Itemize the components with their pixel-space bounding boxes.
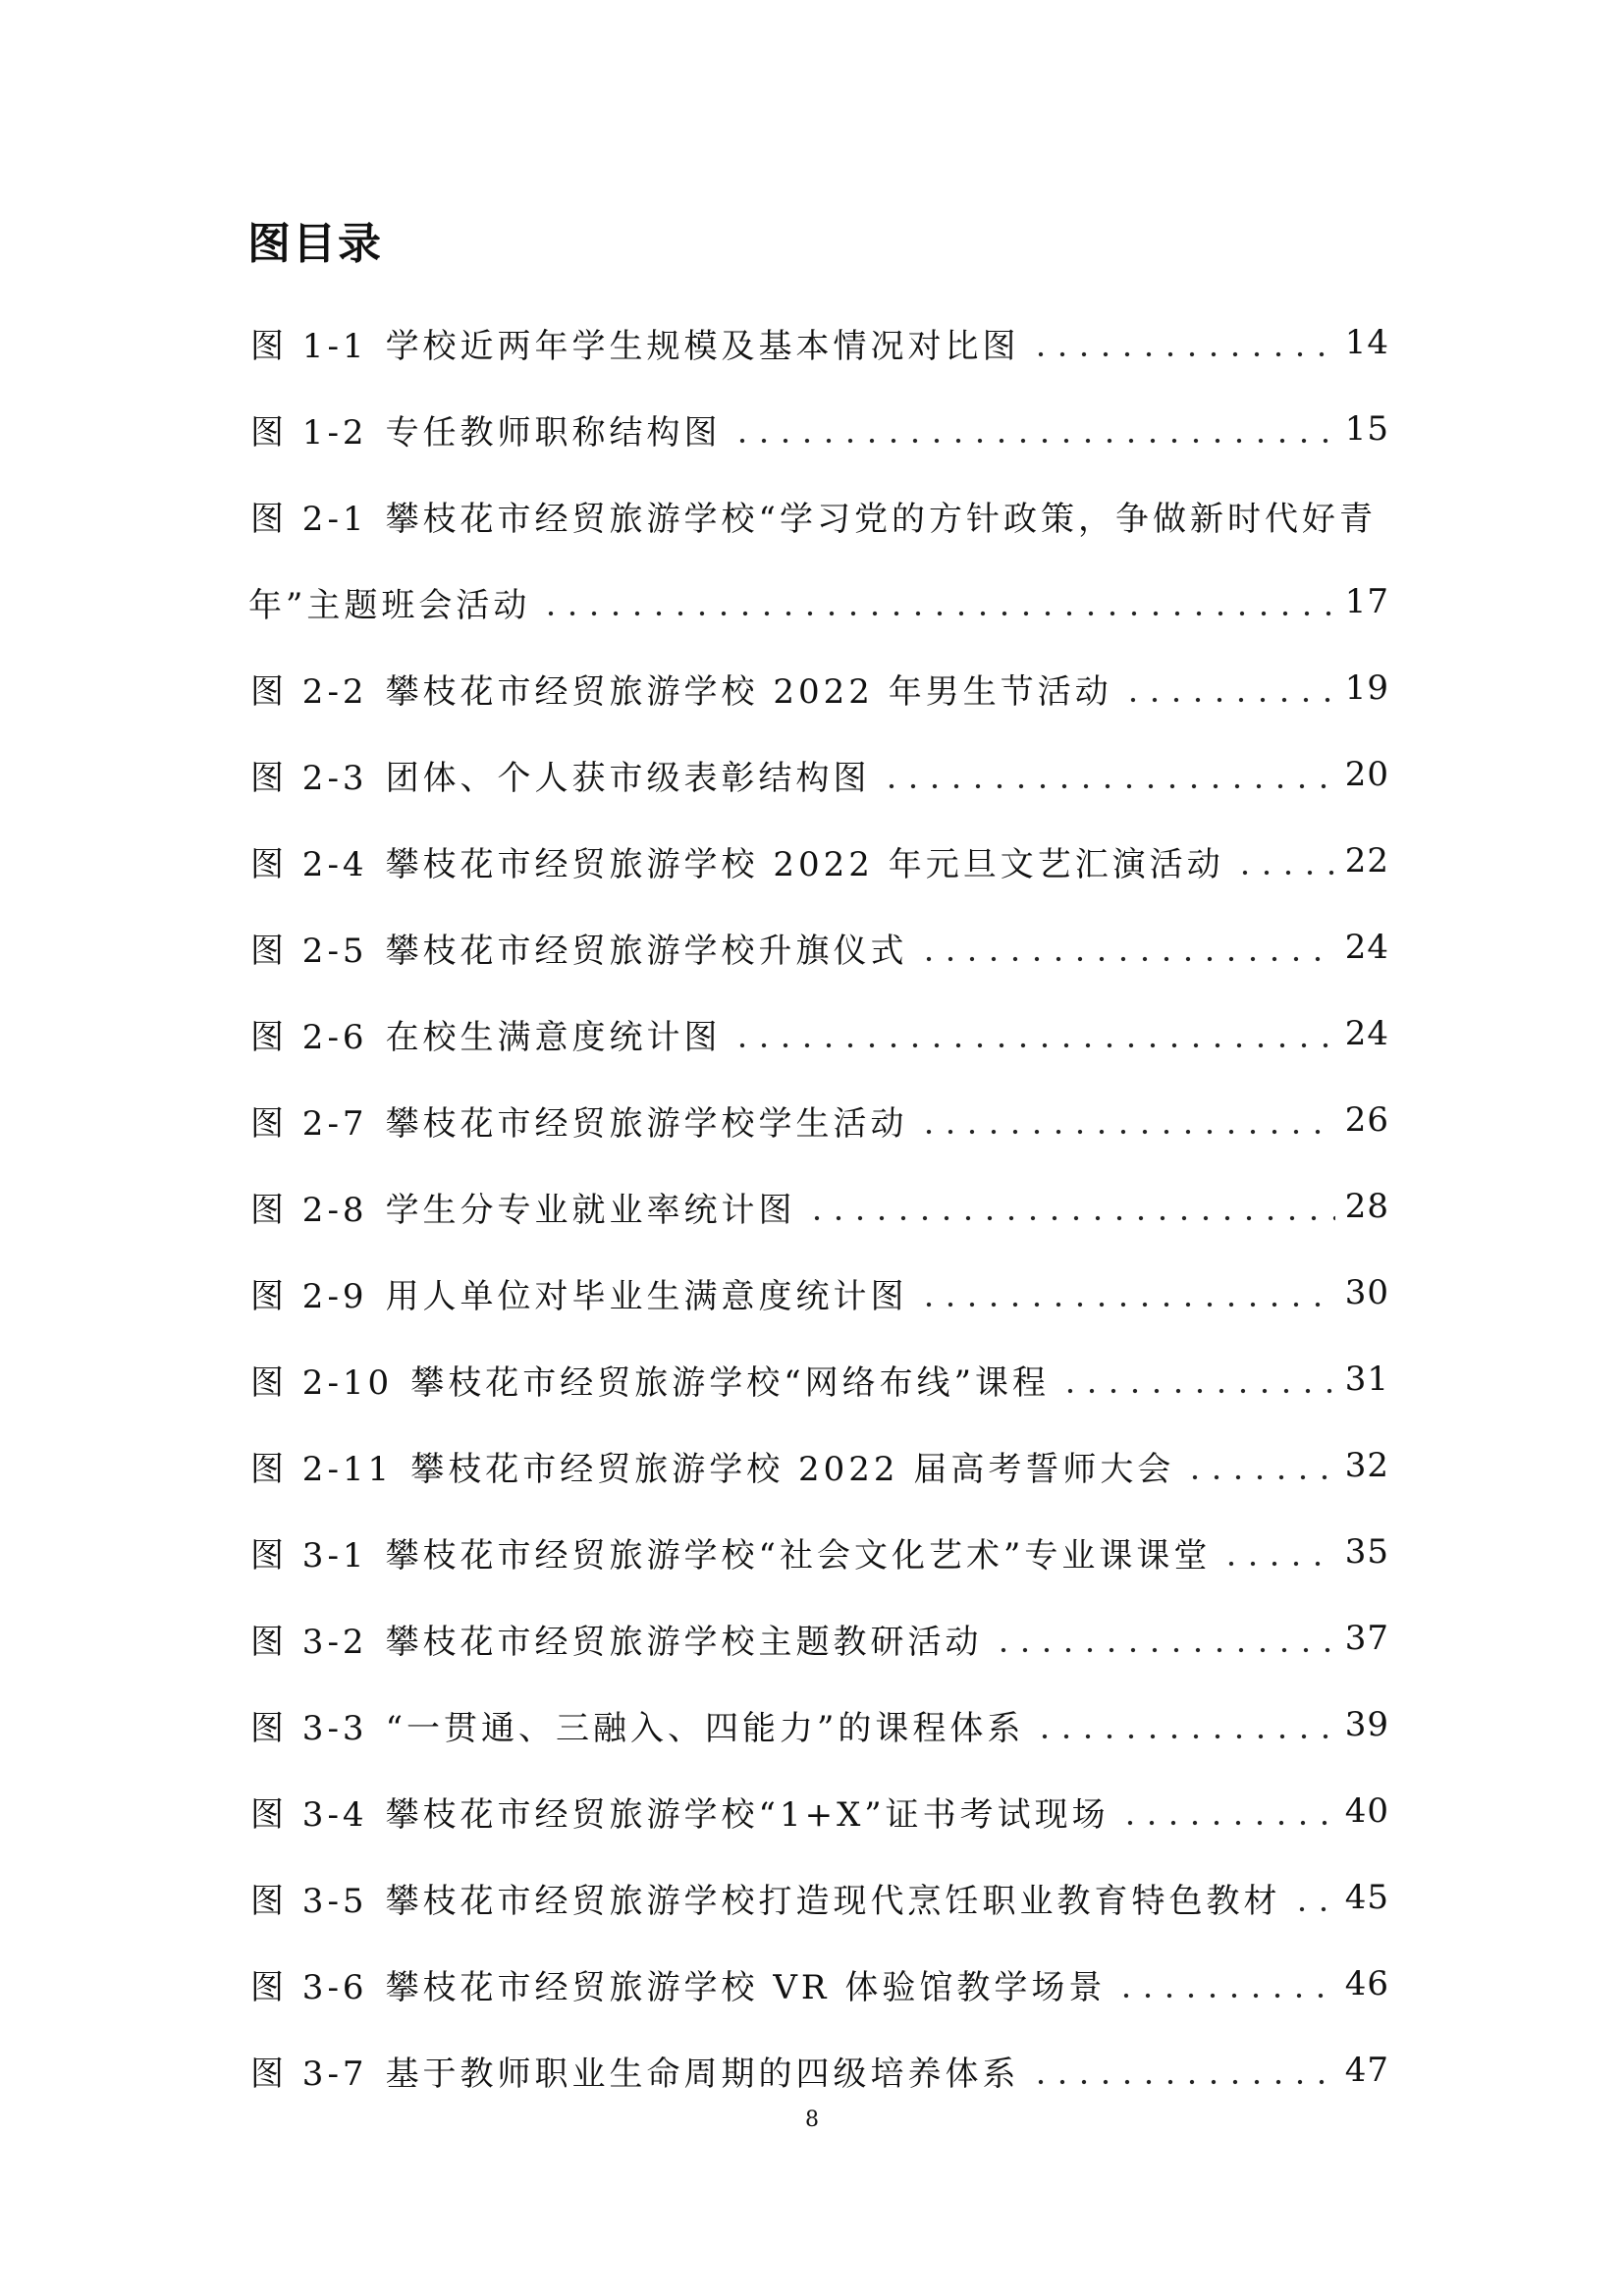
dot-leader bbox=[1234, 844, 1335, 878]
figure-caption: 专任教师职称结构图 bbox=[385, 412, 722, 453]
dot-leader bbox=[806, 1190, 1335, 1223]
page-ref: 35 bbox=[1344, 1532, 1389, 1572]
figure-label: 图 2-11 bbox=[250, 1449, 394, 1489]
toc-entry[interactable] bbox=[250, 1422, 1389, 1509]
toc-entry[interactable] bbox=[250, 1250, 1389, 1336]
toc-entry[interactable] bbox=[250, 1595, 1389, 1682]
figure-label: 图 3-5 bbox=[250, 1881, 368, 1921]
figure-label: 图 2-4 bbox=[250, 844, 368, 884]
page-ref: 24 bbox=[1344, 928, 1389, 967]
figure-label: 图 3-3 bbox=[250, 1708, 368, 1748]
page-ref: 28 bbox=[1344, 1187, 1389, 1226]
dot-leader bbox=[1291, 1881, 1335, 1914]
toc-entry[interactable] bbox=[250, 299, 1389, 386]
figure-caption: “一贯通、三融入、四能力”的课程体系 bbox=[385, 1708, 1025, 1748]
toc-entry[interactable] bbox=[250, 386, 1389, 472]
figure-caption: 在校生满意度统计图 bbox=[385, 1017, 722, 1057]
figure-label: 图 3-2 bbox=[250, 1622, 368, 1662]
figure-label: 图 2-6 bbox=[250, 1017, 368, 1057]
dot-leader bbox=[1220, 1535, 1334, 1569]
figure-caption: 攀枝花市经贸旅游学校 2022 年男生节活动 bbox=[385, 671, 1112, 712]
figure-label: 图 2-2 bbox=[250, 671, 368, 712]
figure-caption: 攀枝花市经贸旅游学校学生活动 bbox=[385, 1103, 908, 1144]
figure-caption: 基于教师职业生命周期的四级培养体系 bbox=[385, 2054, 1020, 2094]
dot-leader bbox=[1115, 1967, 1334, 2001]
dot-leader bbox=[731, 1017, 1335, 1050]
figure-caption: 攀枝花市经贸旅游学校“社会文化艺术”专业课课堂 bbox=[385, 1535, 1212, 1575]
figure-label: 图 2-9 bbox=[250, 1276, 368, 1316]
figure-label: 图 2-1 bbox=[250, 499, 368, 539]
dot-leader bbox=[1034, 1708, 1334, 1741]
dot-leader bbox=[918, 1276, 1335, 1309]
toc-entry[interactable] bbox=[250, 904, 1389, 990]
toc-entry[interactable] bbox=[250, 1941, 1389, 2027]
toc-entry[interactable] bbox=[250, 1509, 1389, 1595]
toc-entry[interactable] bbox=[250, 2027, 1389, 2113]
toc-entry[interactable] bbox=[250, 1077, 1389, 1163]
figure-caption: 攀枝花市经贸旅游学校“学习党的方针政策，争做新时代好青 bbox=[385, 499, 1377, 539]
page-ref: 32 bbox=[1344, 1446, 1389, 1485]
toc-entry[interactable] bbox=[250, 818, 1389, 904]
figure-caption: 学生分专业就业率统计图 bbox=[385, 1190, 796, 1230]
page-number: 8 bbox=[805, 2108, 819, 2132]
toc-entry[interactable] bbox=[250, 990, 1389, 1077]
dot-leader bbox=[1030, 2054, 1335, 2087]
page-ref: 14 bbox=[1344, 323, 1389, 362]
figure-label: 图 1-1 bbox=[250, 326, 368, 366]
figure-caption: 攀枝花市经贸旅游学校 2022 届高考誓师大会 bbox=[410, 1449, 1175, 1489]
page-ref: 31 bbox=[1344, 1360, 1389, 1399]
figure-label: 图 2-10 bbox=[250, 1362, 394, 1403]
figure-label: 图 3-1 bbox=[250, 1535, 368, 1575]
figure-caption: 攀枝花市经贸旅游学校“1+X”证书考试现场 bbox=[385, 1794, 1110, 1835]
figure-label: 图 2-5 bbox=[250, 931, 368, 971]
figure-label: 图 3-4 bbox=[250, 1794, 368, 1835]
dot-leader bbox=[881, 758, 1335, 791]
figure-list bbox=[250, 299, 1389, 2113]
figure-caption: 团体、个人获市级表彰结构图 bbox=[385, 758, 871, 798]
dot-leader bbox=[731, 412, 1335, 446]
figure-caption: 攀枝花市经贸旅游学校 2022 年元旦文艺汇演活动 bbox=[385, 844, 1224, 884]
figure-label: 图 2-8 bbox=[250, 1190, 368, 1230]
figure-label: 图 3-7 bbox=[250, 2054, 368, 2094]
figure-caption: 攀枝花市经贸旅游学校 VR 体验馆教学场景 bbox=[385, 1967, 1107, 2007]
page-ref: 47 bbox=[1344, 2051, 1389, 2090]
page-ref: 26 bbox=[1344, 1100, 1389, 1140]
page-ref: 20 bbox=[1344, 755, 1389, 794]
toc-entry[interactable] bbox=[250, 1163, 1389, 1250]
figure-caption: 攀枝花市经贸旅游学校“网络布线”课程 bbox=[410, 1362, 1050, 1403]
dot-leader bbox=[1030, 326, 1335, 359]
page-ref: 24 bbox=[1344, 1014, 1389, 1053]
page-ref: 45 bbox=[1344, 1878, 1389, 1917]
page-ref: 37 bbox=[1344, 1619, 1389, 1658]
toc-entry[interactable] bbox=[250, 645, 1389, 731]
toc-entry[interactable] bbox=[250, 472, 1389, 559]
dot-leader bbox=[1122, 671, 1335, 705]
toc-entry-continuation[interactable] bbox=[248, 559, 1389, 645]
page-ref: 46 bbox=[1344, 1964, 1389, 2003]
figure-label: 图 2-3 bbox=[250, 758, 368, 798]
page-title: 图目录 bbox=[247, 219, 383, 269]
figure-label: 图 3-6 bbox=[250, 1967, 368, 2007]
dot-leader bbox=[918, 931, 1335, 964]
dot-leader bbox=[1059, 1362, 1335, 1396]
figure-caption-continuation: 年”主题班会活动 bbox=[248, 585, 531, 625]
dot-leader bbox=[918, 1103, 1335, 1137]
figure-label: 图 2-7 bbox=[250, 1103, 368, 1144]
toc-entry[interactable] bbox=[250, 1682, 1389, 1768]
page-ref: 19 bbox=[1344, 668, 1389, 708]
figure-caption: 学校近两年学生规模及基本情况对比图 bbox=[385, 326, 1020, 366]
page-ref: 40 bbox=[1344, 1791, 1389, 1831]
page-ref: 15 bbox=[1344, 409, 1389, 449]
figure-label: 图 1-2 bbox=[250, 412, 368, 453]
dot-leader bbox=[993, 1622, 1335, 1655]
figure-caption: 攀枝花市经贸旅游学校打造现代烹饪职业教育特色教材 bbox=[385, 1881, 1281, 1921]
page-ref: 17 bbox=[1344, 582, 1389, 621]
dot-leader bbox=[1184, 1449, 1334, 1482]
page-ref: 22 bbox=[1344, 841, 1389, 881]
dot-leader bbox=[540, 585, 1334, 618]
dot-leader bbox=[1119, 1794, 1335, 1828]
page-ref: 39 bbox=[1344, 1705, 1389, 1744]
figure-caption: 攀枝花市经贸旅游学校主题教研活动 bbox=[385, 1622, 983, 1662]
toc-entry[interactable] bbox=[250, 1854, 1389, 1941]
toc-entry[interactable] bbox=[250, 1336, 1389, 1422]
page-ref: 30 bbox=[1344, 1273, 1389, 1312]
figure-caption: 攀枝花市经贸旅游学校升旗仪式 bbox=[385, 931, 908, 971]
toc-entry[interactable] bbox=[250, 1768, 1389, 1854]
figure-caption: 用人单位对毕业生满意度统计图 bbox=[385, 1276, 908, 1316]
toc-entry[interactable] bbox=[250, 731, 1389, 818]
